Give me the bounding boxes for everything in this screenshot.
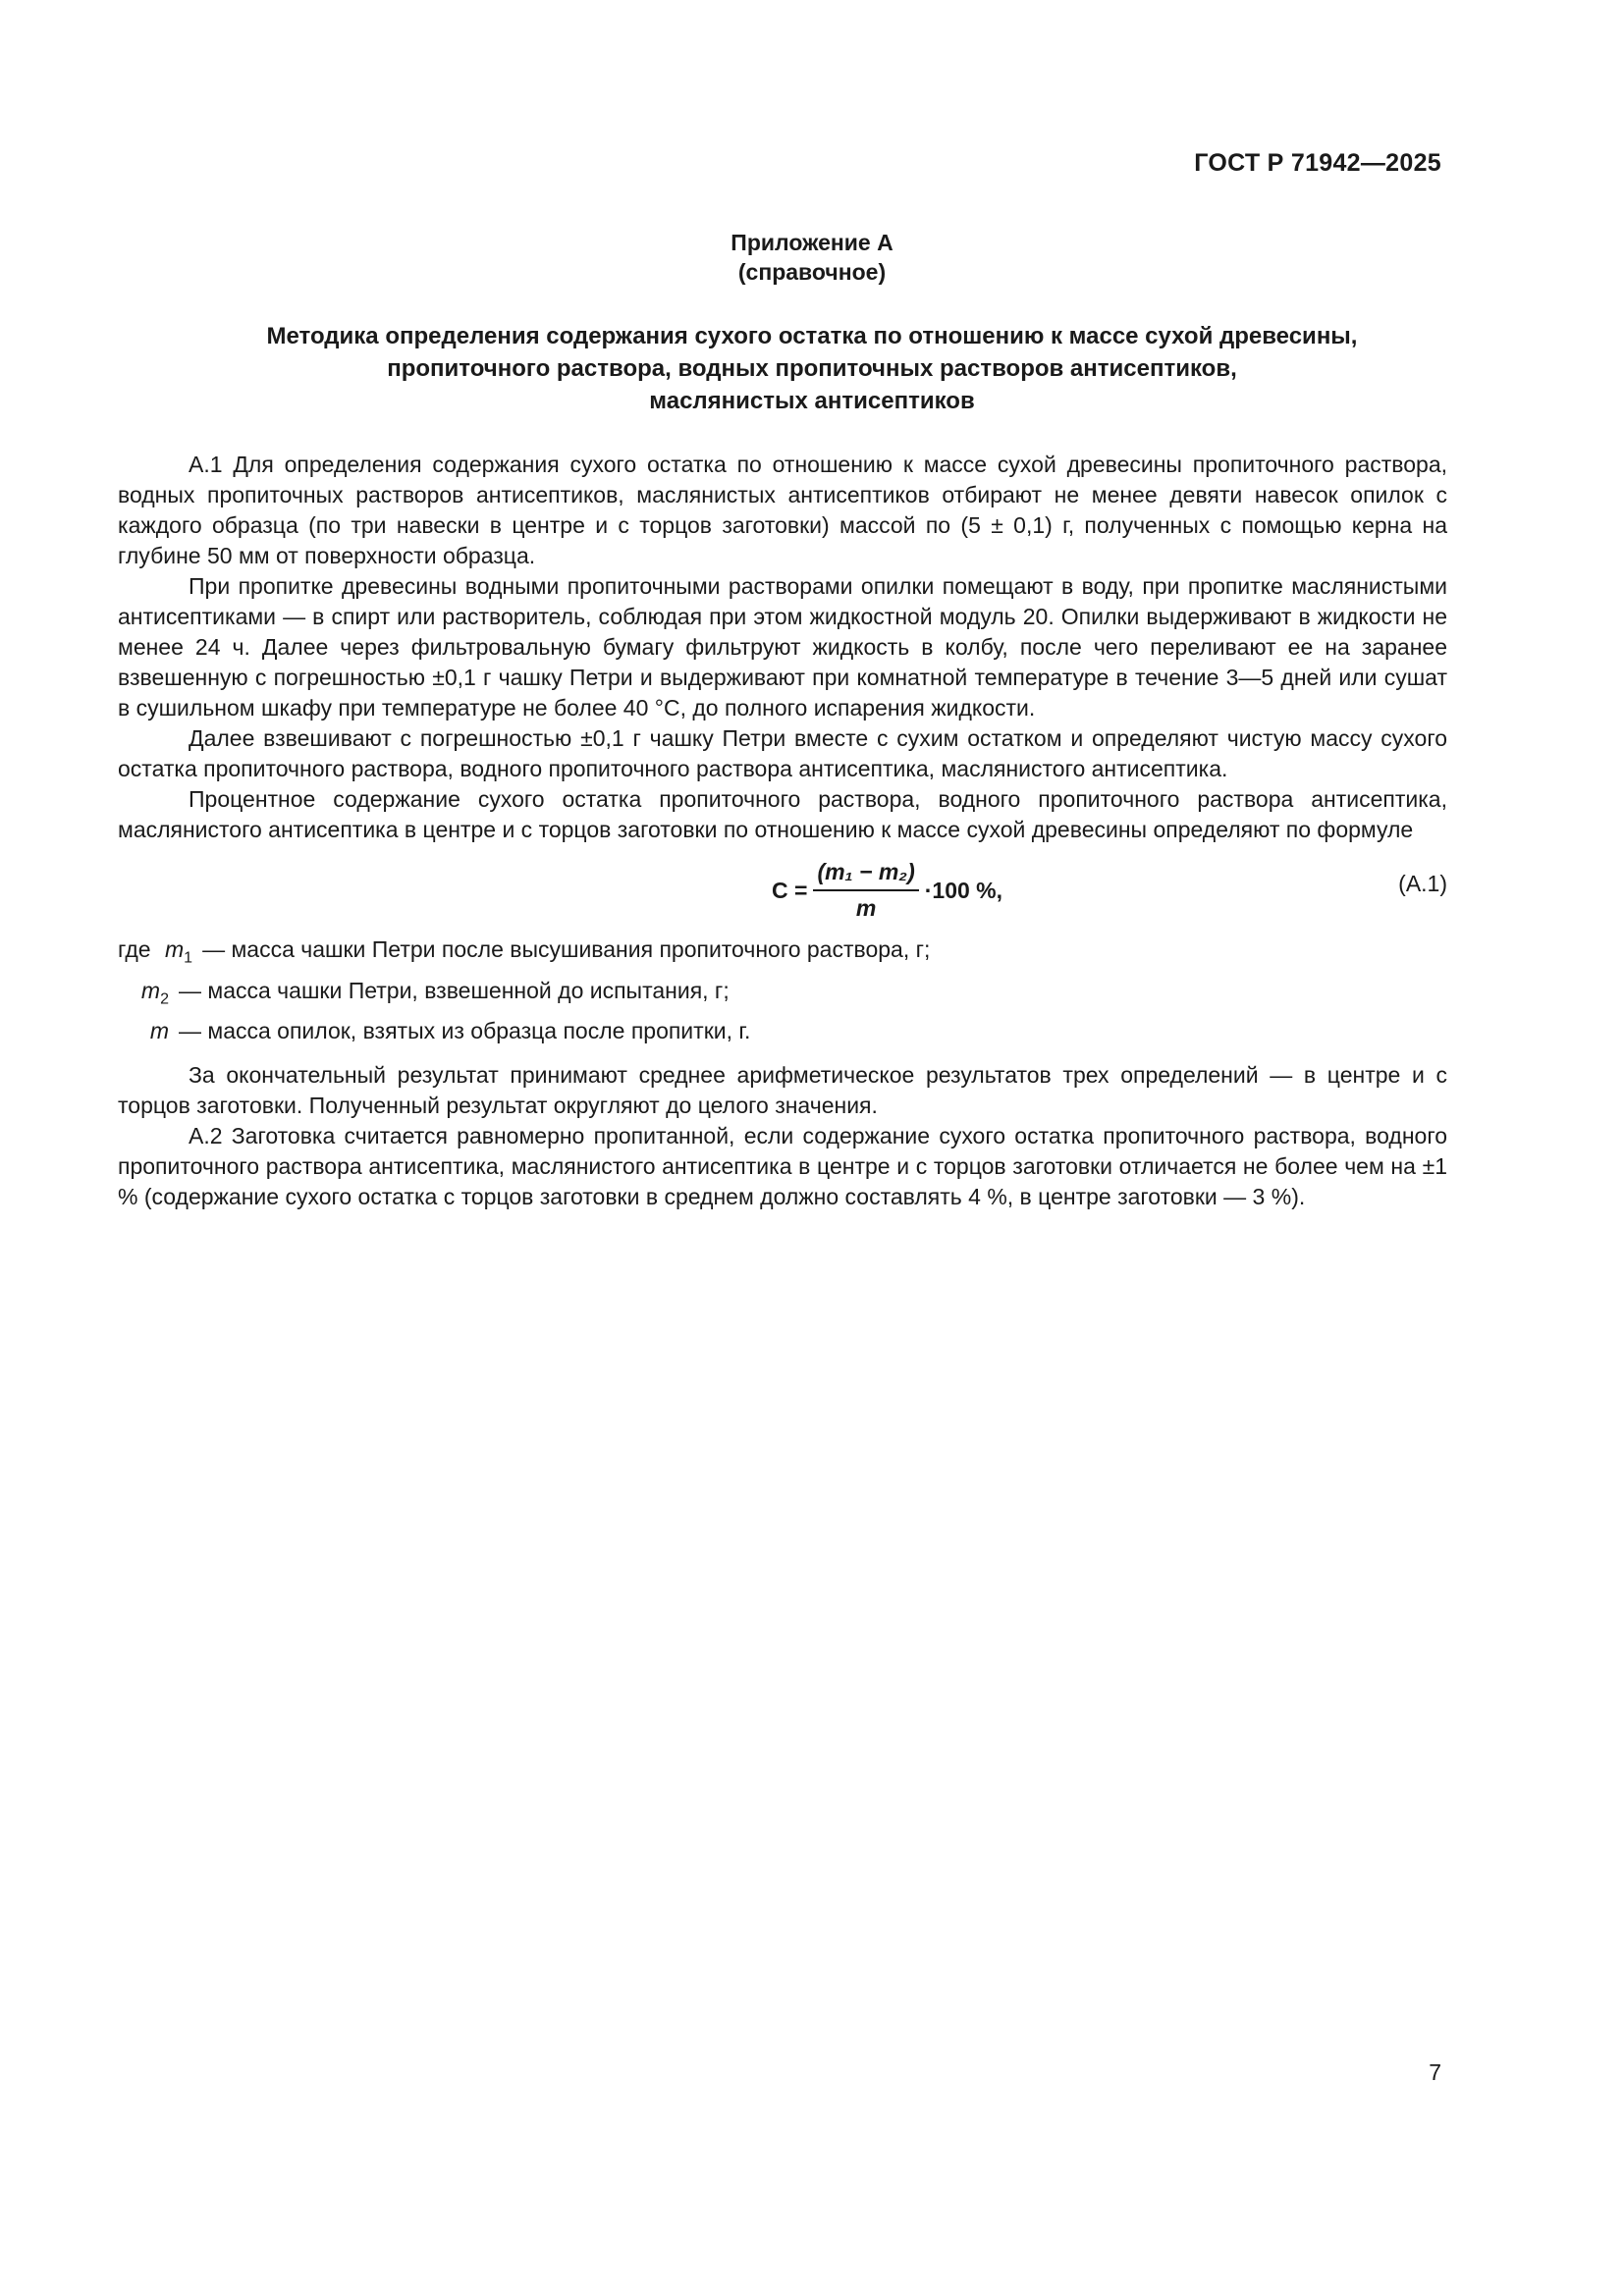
formula-row <box>118 849 1447 922</box>
paragraph-weighing: Далее взвешивают с погрешностью ±0,1 г чашку Петри вместе с сухим остатком и определяют чистую массу сухого остатка пропиточного раствора, водного пропиточного раствора антисептика, маслянистого антисептика. <box>118 725 1447 781</box>
formula-a1 <box>772 857 1002 924</box>
formula-number: (А.1) <box>1398 871 1447 896</box>
appendix-subtitle: (справочное) <box>737 259 887 285</box>
page-number: 7 <box>1429 2059 1441 2085</box>
method-title-line-2: пропиточного раствора, водных пропиточных растворов антисептиков, <box>387 355 1237 382</box>
paragraph-final-result: За окончательный результат принимают среднее арифметическое результатов трех определений — в центре и с торцов заготовки. Полученный результат округляют до целого значения. <box>118 1061 1447 1118</box>
legend-lead: где <box>118 936 151 962</box>
formula-fraction <box>813 857 918 924</box>
legend-text: — масса чашки Петри после высушивания пропиточного раствора, г; <box>202 936 931 962</box>
method-title <box>118 320 1506 417</box>
standard-designation: ГОСТ Р 71942—2025 <box>1194 149 1441 177</box>
formula-rhs: ·100 %, <box>924 877 1003 903</box>
legend-item <box>118 975 1447 1016</box>
legend-text: — масса опилок, взятых из образца после пропитки, г. <box>179 1018 751 1044</box>
appendix-title: Приложение А <box>731 230 893 255</box>
legend-text: — масса чашки Петри, взвешенной до испытания, г; <box>179 977 730 1003</box>
legend-symbol: $m_2$ <box>140 977 169 1008</box>
legend-symbol: m <box>149 1018 169 1044</box>
legend-item <box>118 1015 1447 1056</box>
paragraph-formula-intro: Процентное содержание сухого остатка пропиточного раствора, водного пропиточного раствора антисептика, маслянистого антисептика в центре и с торцов заготовки по отношению к массе сухой древесины определяют по формуле <box>118 786 1447 842</box>
legend-item <box>118 934 1447 975</box>
method-title-line-1: Методика определения содержания сухого остатка по отношению к массе сухой древесины, <box>266 323 1358 349</box>
formula-legend <box>118 934 1447 1056</box>
method-title-line-3: маслянистых антисептиков <box>649 388 975 414</box>
paragraph-a2: А.2 Заготовка считается равномерно пропитанной, если содержание сухого остатка пропиточного раствора, водного пропиточного раствора антисептика, маслянистого антисептика в центре и с торцов заготовки отличается не более чем на ±1 % (содержание сухого остатка с торцов заготовки в среднем должно составлять 4 %, в центре заготовки — 3 %). <box>118 1122 1447 1209</box>
legend-symbol: $m_1$ <box>165 936 193 967</box>
paragraph-soaking: При пропитке древесины водными пропиточными растворами опилки помещают в воду, при пропитке маслянистыми антисептиками — в спирт или растворитель, соблюдая при этом жидкостной модуль 20. Опилки выдерживают в жидкости не менее 24 ч. Далее через фильтровальную бумагу фильтруют жидкость в колбу, после чего переливают ее на заранее взвешенную с погрешностью ±0,1 г чашку Петри и выдерживают при комнатной температуре в течение 3—5 дней или сушат в сушильном шкафу при температуре не более 40 °С, до полного испарения жидкости. <box>118 573 1447 721</box>
paragraph-a1: А.1 Для определения содержания сухого остатка по отношению к массе сухой древесины пропиточного раствора, водных пропиточных растворов антисептиков, маслянистых антисептиков отбирают не менее девяти навесок опилок с каждого образца (по три навески в центре и с торцов заготовки) массой по (5 ± 0,1) г, полученных с помощью керна на глубине 50 мм от поверхности образца. <box>118 452 1447 568</box>
formula-numerator: (m₁ − m₂) <box>813 857 918 891</box>
appendix-heading <box>0 228 1624 287</box>
formula-denominator: m <box>855 895 877 921</box>
document-body <box>118 450 1447 1212</box>
formula-lhs: C = <box>772 877 808 903</box>
